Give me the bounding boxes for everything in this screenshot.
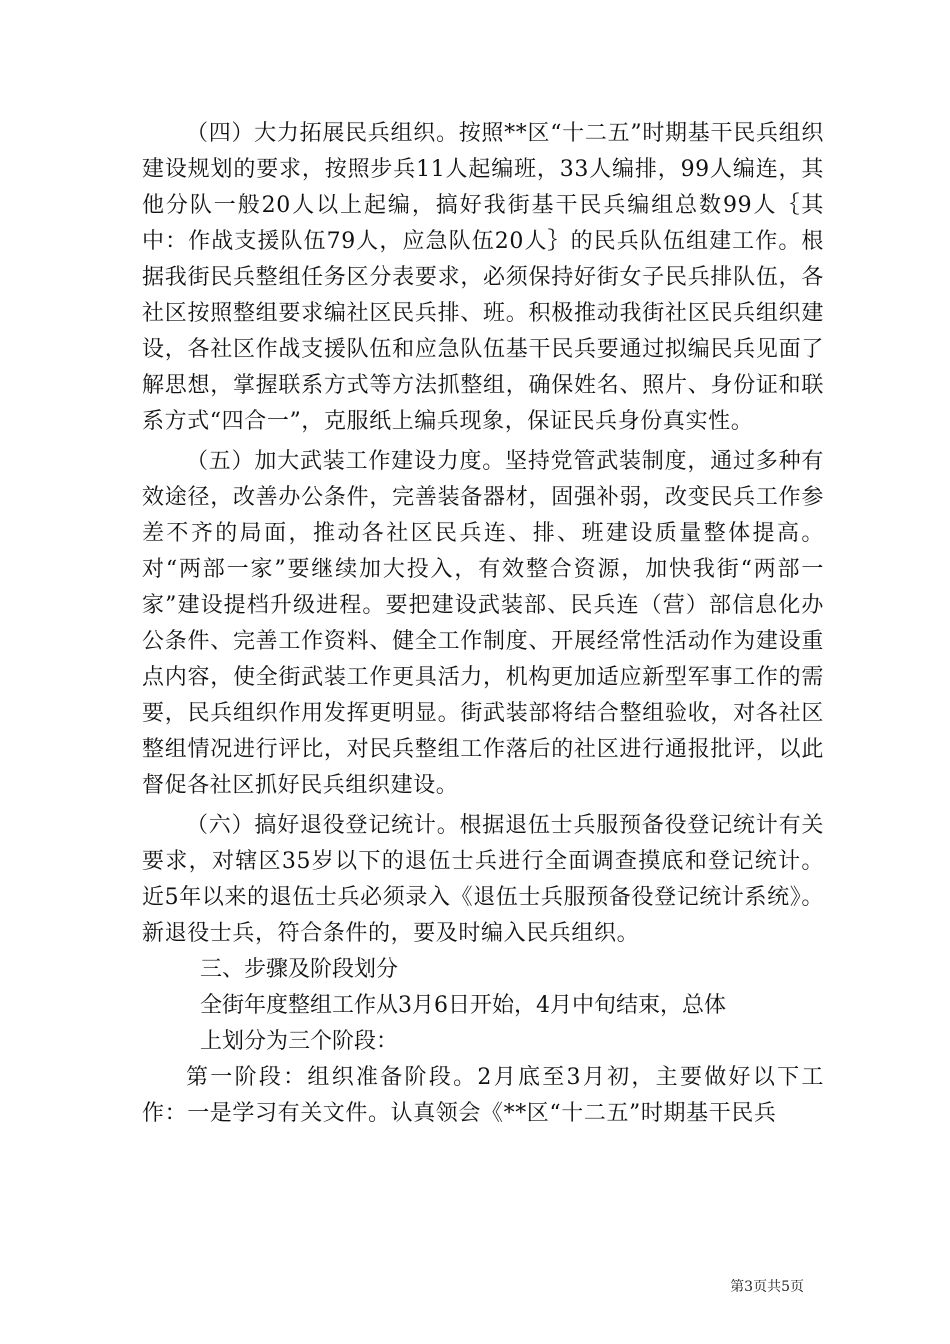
section-heading-steps: 三、步骤及阶段划分 <box>200 957 399 982</box>
paragraph-armed-forces-construction: （五）加大武装工作建设力度。坚持党管武装制度，通过多种有效途径，改善办公条件，完善装备器材，固强补弱，改变民兵工作参差不齐的局面，推动各社区民兵连、排、班建设质量整体提高。对“两部一家”要继续加大投入，有效整合资源，加快我街“两部一家”建设提档升级进程。要把建设武装部、民兵连（营）部信息化办公条件、完善工作资料、健全工作制度、开展经常性活动作为建设重点内容，使全街武装工作更具活力，机构更加适应新型军事工作的需要，民兵组织作用发挥更明显。街武装部将结合整组验收，对各社区整组情况进行评比，对民兵整组工作落后的社区进行通报批评，以此督促各社区抓好民兵组织建设。 <box>142 449 824 798</box>
paragraph-militia-organization: （四）大力拓展民兵组织。按照**区“十二五”时期基干民兵组织建设规划的要求，按照步兵11人起编班，33人编排，99人编连，其他分队一般20人以上起编，搞好我街基干民兵编组总数99人｛其中：作战支援队伍79人，应急队伍20人｝的民兵队伍组建工作。根据我街民兵整组任务区分表要求，必须保持好街女子民兵排队伍，各社区按照整组要求编社区民兵排、班。积极推动我街社区民兵组织建设，各社区作战支援队伍和应急队伍基干民兵要通过拟编民兵见面了解思想，掌握联系方式等方法抓整组，确保姓名、照片、身份证和联系方式“四合一”，克服纸上编兵现象，保证民兵身份真实性。 <box>142 121 824 434</box>
paragraph-stage-one: 第一阶段：组织准备阶段。2月底至3月初，主要做好以下工作：一是学习有关文件。认真领会《**区“十二五”时期基干民兵 <box>142 1065 824 1126</box>
stage-overview-line-1: 全街年度整组工作从3月6日开始，4月中旬结束，总体 <box>200 993 726 1018</box>
stage-overview-line-2: 上划分为三个阶段： <box>200 1029 399 1054</box>
document-body <box>142 116 824 1132</box>
paragraph-veteran-registration: （六）搞好退役登记统计。根据退伍士兵服预备役登记统计有关要求，对辖区35岁以下的退伍士兵进行全面调查摸底和登记统计。近5年以来的退伍士兵必须录入《退伍士兵服预备役登记统计系统》。新退役士兵，符合条件的，要及时编入民兵组织。 <box>142 813 824 946</box>
page-number-footer: 第3页共5页 <box>730 1279 804 1295</box>
